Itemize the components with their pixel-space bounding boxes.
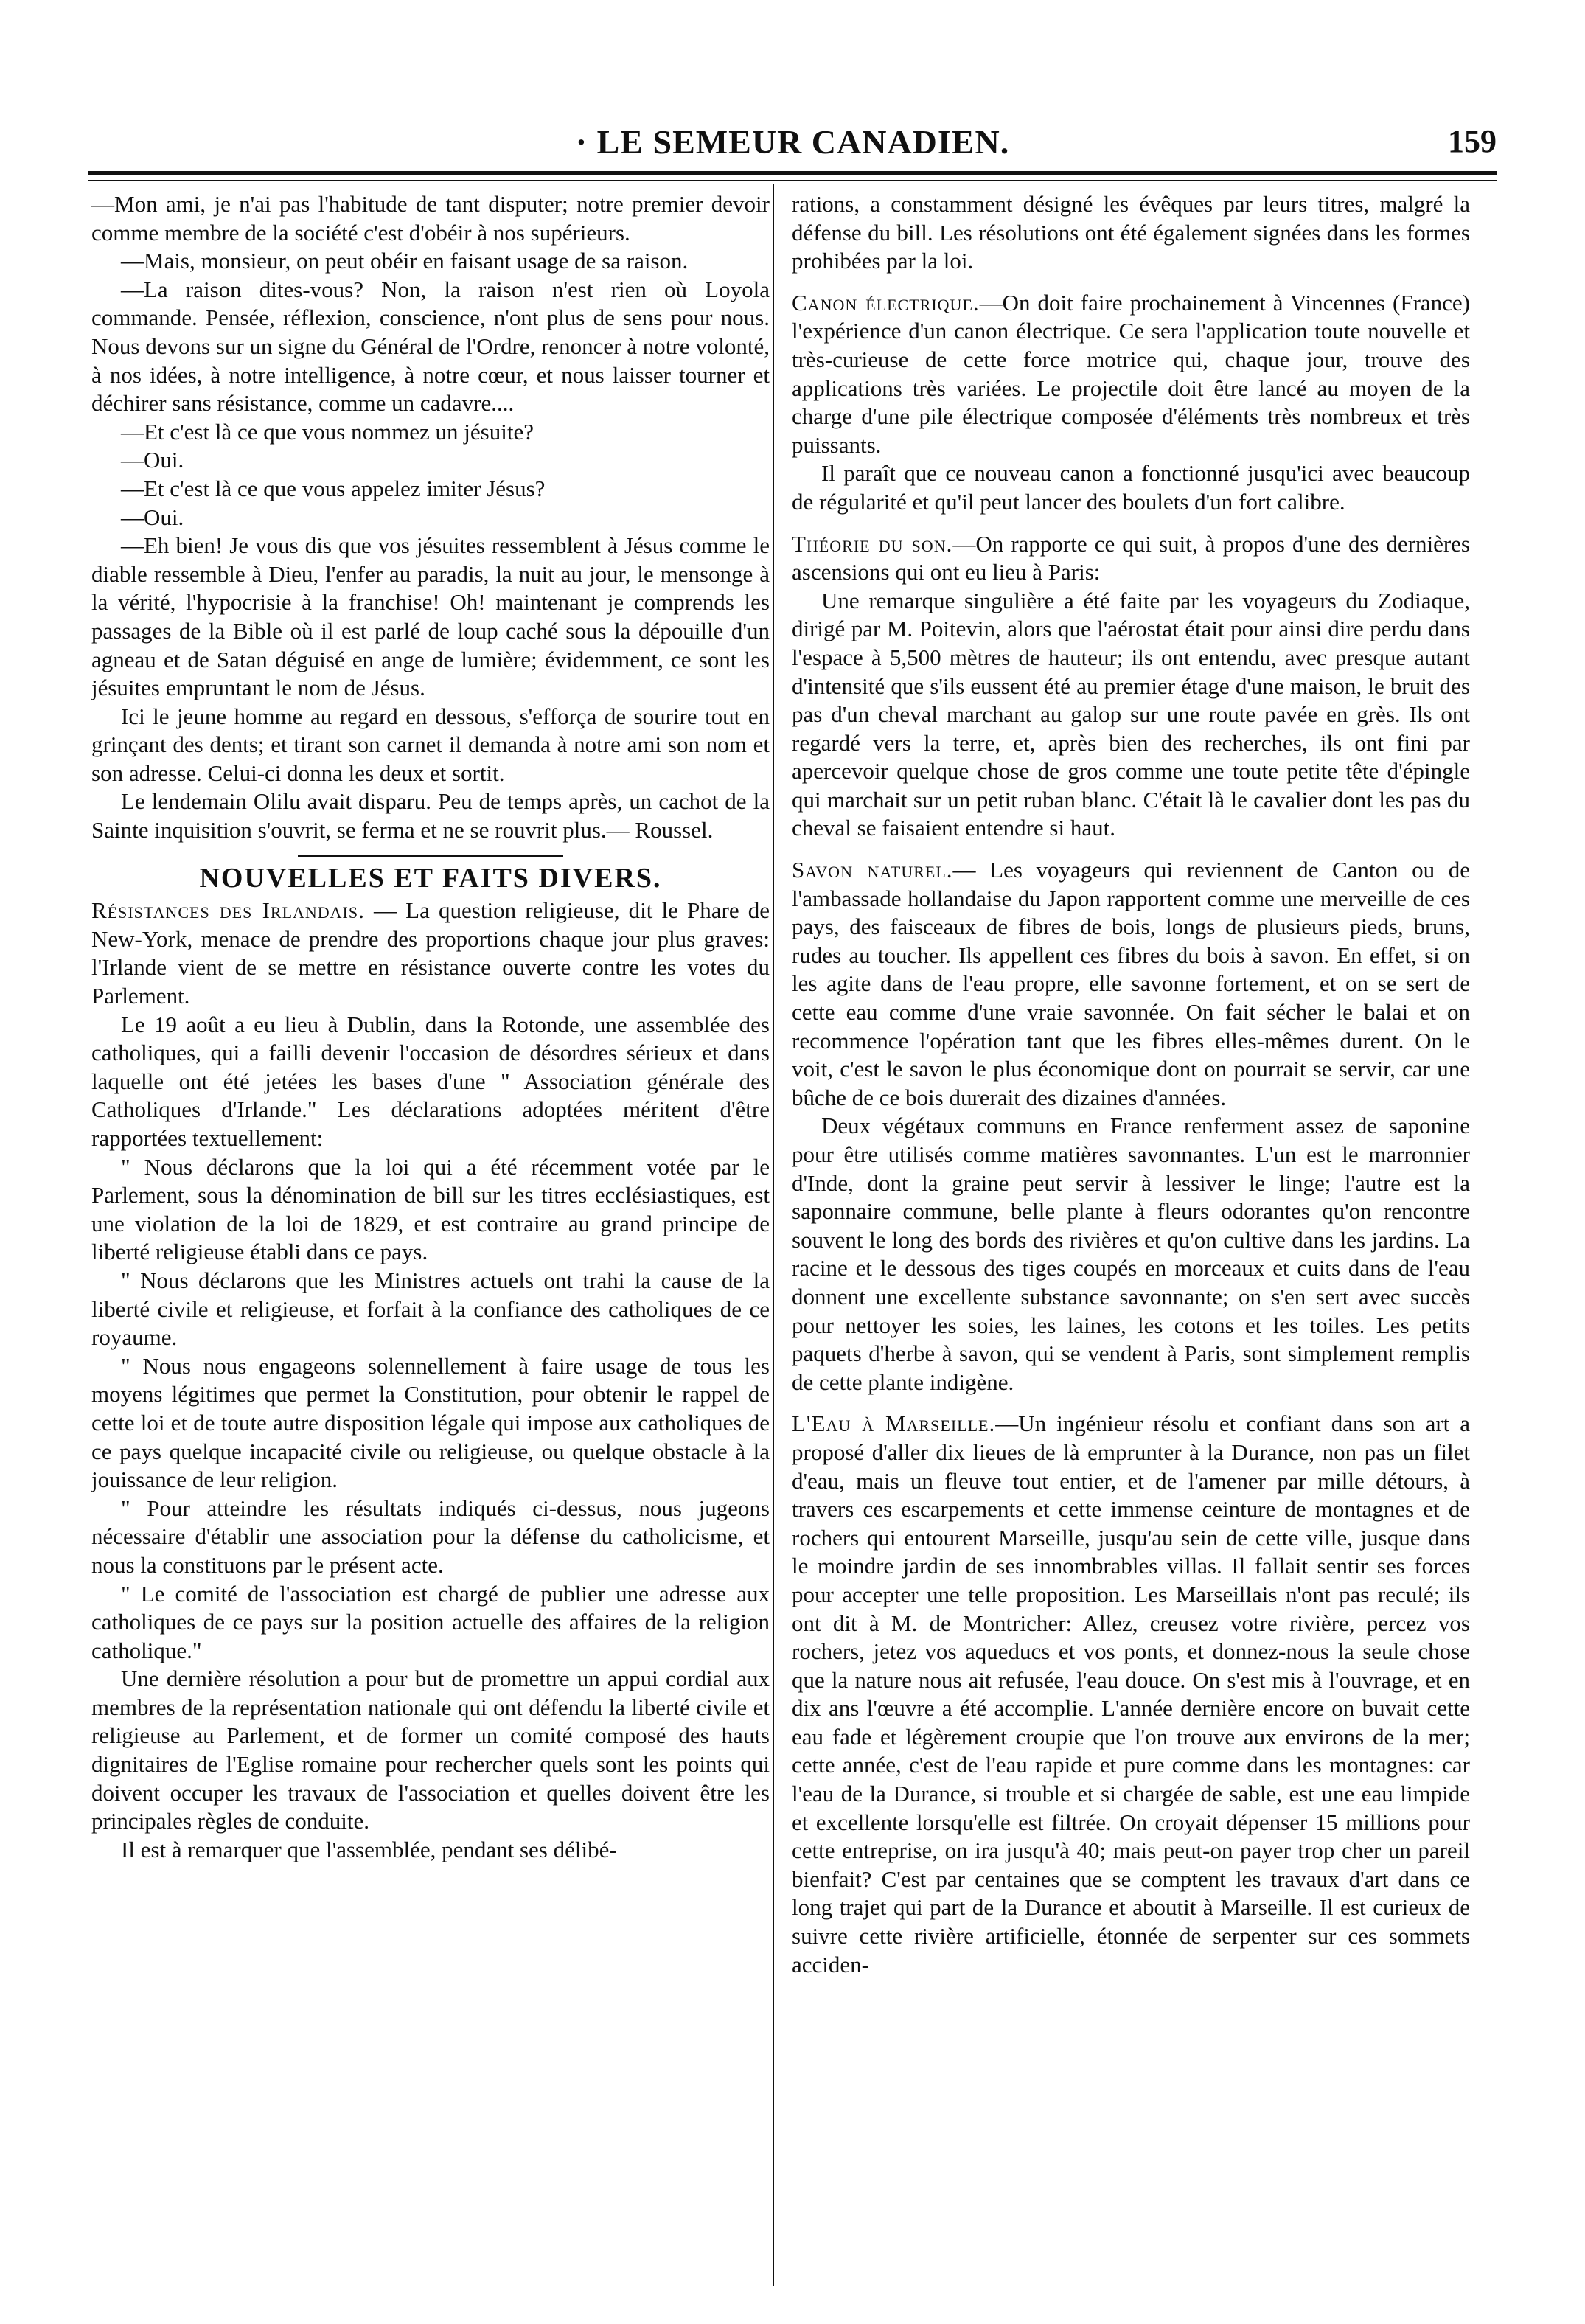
dialogue-paragraph: —Mon ami, je n'ai pas l'habitude de tant disputer; notre premier devoir comme membre de la société c'est d'obéir à nos supérieurs. [91,191,770,246]
news-paragraph: " Nous déclarons que les Ministres actuels ont trahi la cause de la liberté civile et religieuse, et forfait à la confiance des catholiques de ce royaume. [91,1267,770,1351]
news-paragraph: Deux végétaux communs en France renferment assez de saponine pour être utilisés comme matières savonnantes. L'un est le marronnier d'Inde, dont la graine peut servir à lessiver le linge; l'autre est la saponnaire commune, belle plante à fleurs odorantes qu'on rencontre souvent le long des bords des rivières et qu'on cultive dans les jardins. La racine et le dessous des tiges coupés en morceaux et cuits dans de l'eau donnent une excellente substance savonnante; on s'en sert avec succès pour nettoyer les soies, les laines, les cotons et les toiles. Les petits paquets d'herbe à savon, qui se vendent à Paris, sont simplement remplis de cette plante indigène. [792,1113,1470,1395]
dialogue-paragraph: Le lendemain Olilu avait disparu. Peu de temps après, un cachot de la Sainte inquisition s'ouvrit, se ferma et ne se rouvrit plus.— Roussel. [91,788,770,843]
continuation-paragraph: rations, a constamment désigné les évêques par leurs titres, malgré la défense du bill. Les résolutions ont été également signées dans les formes prohibées par la loi. [792,191,1470,274]
news-paragraph: " Le comité de l'association est chargé de publier une adresse aux catholiques de ce pays sur la position actuelle des affaires de la religion catholique." [91,1580,770,1663]
news-text: — Les voyageurs qui reviennent de Canton ou de l'ambassade hollandaise du Japon rapportent comme une merveille de ces pays, des faisceaux de fibres de bois, longs de plusieurs pieds, bruns, rudes au toucher. Ils appellent ces fibres du bois à savon. En effet, si on les agite dans de l'eau propre, elle savonne fortement, et on se sert de cette eau comme d'une vraie savonnée. On fait sécher le balai et on recommence l'opération tant que les fibres elles-mêmes durent. On le voit, c'est le savon le plus économique dont on pourrait se servir, car une bûche de ce bois durerait des dizaines d'années. [792,857,1471,1110]
dialogue-paragraph: —Mais, monsieur, on peut obéir en faisant usage de sa raison. [121,248,689,274]
news-text: —Un ingénieur résolu et confiant dans son art a proposé d'aller dix lieues de là emprunter à la Durance, non pas un filet d'eau, mais un fleuve tout entier, et de l'amener par mille détours, à travers ces escarpements et cette immense ceinture de montagnes et de rochers qui entourent Marseille, jusqu'au sein de cette ville, jusque dans le moindre jardin de ses innombrables villas. Il fallait sentir ses forces pour accepter une telle proposition. Les Marseillais n'ont pas reculé; ils ont dit à M. de Montricher: Allez, creusez votre rivière, percez vos rochers, jetez vos aqueducs et vos ponts, et donnez-nous la seule chose que la nature nous ait refusée, l'eau douce. On s'est mis à l'ouvrage, et en dix ans l'œuvre a été accomplie. L'année dernière encore on buvait cette eau fade et légèrement croupie que l'on trouve aux environs de la mer; cette année, c'est de l'eau rapide et pure comme dans les montagnes: car l'eau de la Durance, si trouble et si chargée de sable, est une eau limpide et excellente lorsqu'elle est filtrée. On croyait dépenser 15 millions pour cette entreprise, on ira jusqu'à 40; mais peut-on payer trop cher un pareil bienfait? C'est par centaines que se comptent les travaux d'art dans ce long trajet qui part de la Durance et aboutit à Marseille. Il est curieux de suivre cette rivière artificielle, étonnée de serpenter sur ces sommets acciden- [792,1410,1470,1977]
page-number: 159 [1448,123,1497,159]
header-rule-thick [88,171,1497,175]
news-heading: Résistances des Irlandais. [91,897,365,924]
news-heading: Théorie du son. [792,530,953,557]
news-paragraph: Le 19 août a eu lieu à Dublin, dans la Rotonde, une assemblée des catholiques, qui a failli devenir l'occasion de désordres sérieux et dans laquelle ont été jetées les bases d'une " Association générale des Catholiques d'Irlande." Les déclarations adoptées méritent d'être rapportées textuellement: [91,1011,770,1151]
dialogue-paragraph: —Oui. [121,447,184,473]
news-heading: Savon naturel. [792,857,953,883]
news-paragraph [91,897,770,1010]
running-title: · LE SEMEUR CANADIEN. [575,123,1010,161]
section-title: NOUVELLES ET FAITS DIVERS. [199,862,662,894]
dialogue-paragraph: Ici le jeune homme au regard en dessous, s'efforça de sourire tout en grinçant des dents; et tirant son carnet il demanda à notre ami son nom et son adresse. Celui-ci donna les deux et sortit. [91,703,770,786]
news-heading: L'Eau à Marseille. [792,1410,996,1437]
column-divider [773,184,774,2286]
news-text: — La question religieuse, dit le Phare de New-York, menace de prendre des proportions chaque jour plus graves: l'Irlande vient de se mettre en résistance ouverte contre les votes du Parlement. [91,897,770,1009]
news-paragraph [792,530,1470,587]
dialogue-paragraph: —La raison dites-vous? Non, la raison n'est rien où Loyola commande. Pensée, réflexion, conscience, n'ont plus de sens pour nous. Nous devons sur un signe du Général de l'Ordre, renoncer à notre volonté, à nos idées, à notre intelligence, à notre cœur, et nous laisser tourner et déchirer sans résistance, comme un cadavre.... [91,276,770,417]
header-rule-thin [88,180,1497,181]
page-header [88,118,1497,170]
news-paragraph: " Nous nous engageons solennellement à faire usage de tous les moyens légitimes que permet la Constitution, pour obtenir le rappel de cette loi et de toute autre disposition légale qui impose aux catholiques de ce pays quelque incapacité civile ou religieuse, ou quelque obstacle à la jouissance de leur religion. [91,1352,770,1493]
news-paragraph: " Nous déclarons que la loi qui a été récemment votée par le Parlement, sous la dénomination de bill sur les titres ecclésiastiques, est une violation de la loi de 1829, et est contraire au grand principe de liberté religieuse établi dans ce pays. [91,1153,770,1265]
dialogue-paragraph: —Et c'est là ce que vous nommez un jésuite? [121,418,534,445]
news-paragraph [792,856,1470,1112]
news-paragraph: Une dernière résolution a pour but de promettre un appui cordial aux membres de la représentation nationale qui ont défendu la liberté civile et religieuse au Parlement, et de former un comité composé des hauts dignitaires de l'Eglise romaine pour rechercher quels sont les points qui doivent occuper les travaux de l'association et quelles doivent être les principales règles de conduite. [91,1666,770,1834]
dialogue-paragraph: —Eh bien! Je vous dis que vos jésuites ressemblent à Jésus comme le diable ressemble à Dieu, l'enfer au paradis, la nuit au jour, le mensonge à la vérité, l'hypocrisie à la franchise! Oh! maintenant je comprends les passages de la Bible où il est parlé de loup caché sous la dépouille d'un agneau et de Satan déguisé en ange de lumière; évidemment, ce sont les jésuites empruntant le nom de Jésus. [91,532,770,701]
news-paragraph [792,289,1470,460]
news-text: —On doit faire prochainement à Vincennes (France) l'expérience d'un canon électrique. Ce sera l'application toute nouvelle et très-curieuse de cette force motrice qui, chaque jour, trouve des applications très variées. Le projectile doit être lancé au moyen de la charge d'une pile électrique composée d'éléments très nombreux et très puissants. [792,289,1470,458]
news-paragraph: Il paraît que ce nouveau canon a fonctionné jusqu'ici avec beaucoup de régularité et qu'il peut lancer des boulets d'un fort calibre. [792,460,1470,515]
news-text: —On rapporte ce qui suit, à propos d'une des dernières ascensions qui ont eu lieu à Paris: [792,530,1470,585]
news-paragraph: Il est à remarquer que l'assemblée, pendant ses délibé- [121,1836,617,1862]
dialogue-paragraph: —Et c'est là ce que vous appelez imiter Jésus? [121,475,546,501]
section-separator [298,855,563,857]
news-paragraph: " Pour atteindre les résultats indiqués ci-dessus, nous jugeons nécessaire d'établir une association pour la défense du catholicisme, et nous la constituons par le présent acte. [91,1495,770,1578]
left-column [91,190,770,1864]
dialogue-paragraph: —Oui. [121,504,184,530]
news-heading: Canon électrique. [792,289,980,316]
news-paragraph: Une remarque singulière a été faite par les voyageurs du Zodiaque, dirigé par M. Poitevin, alors que l'aérostat était pour ainsi dire perdu dans l'espace à 5,500 mètres de hauteur; ils ont entendu, avec presque autant d'intensité que s'ils eussent été au premier étage d'une maison, le bruit des pas d'un cheval marchant au galop sur une route pavée en grès. Ils ont regardé vers la terre, et, après bien des recherches, ils ont fini par apercevoir quelque chose de gros comme une toute petite tête d'épingle qui marchait sur un petit ruban blanc. C'était là le cavalier dont les pas du cheval se faisaient entendre si haut. [792,587,1470,841]
right-column [792,190,1470,1979]
news-paragraph [792,1410,1470,1979]
